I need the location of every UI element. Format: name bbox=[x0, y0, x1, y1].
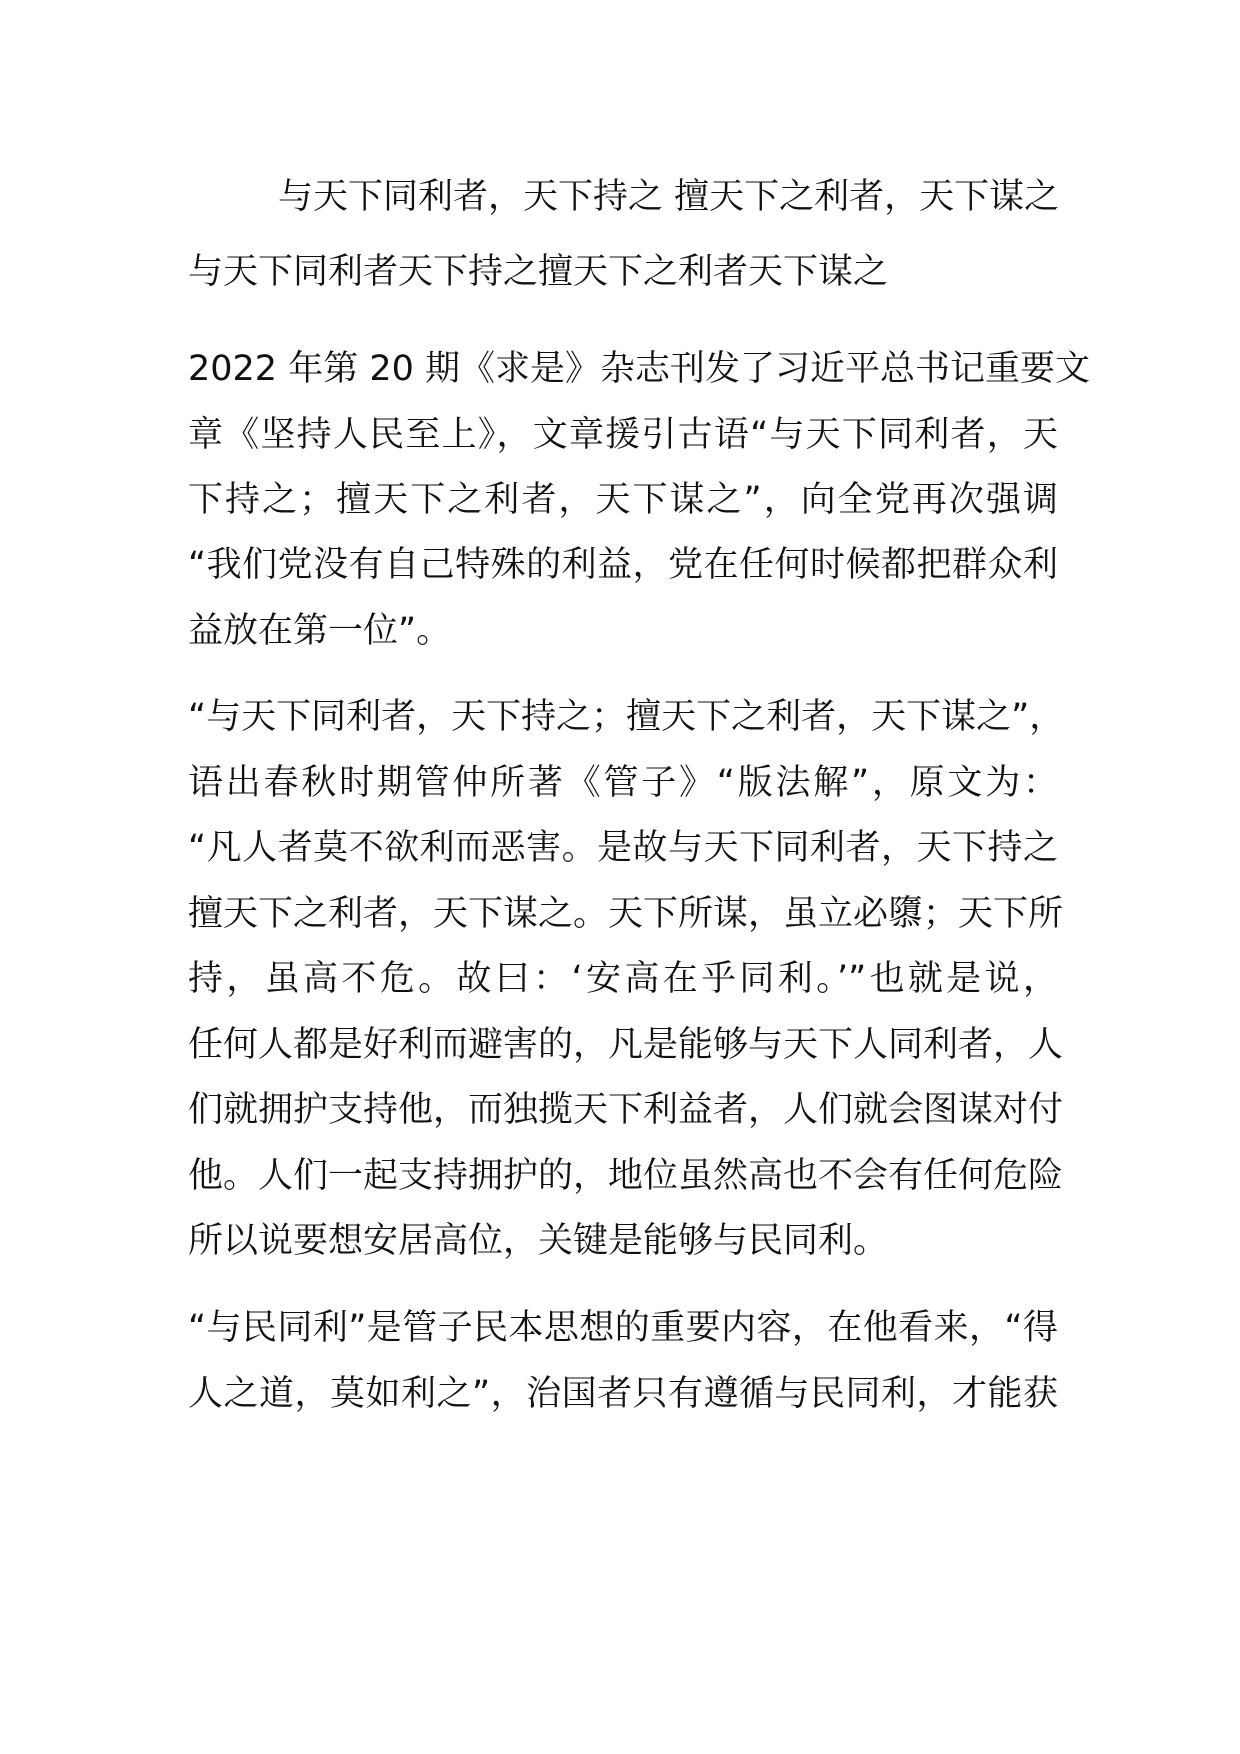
paragraph-line: 语出春秋时期管仲所著《管子》“版法解”，原文为： bbox=[188, 763, 1058, 803]
paragraph-line: 任何人都是好利而避害的，凡是能够与天下人同利者，人 bbox=[188, 1025, 1064, 1065]
paragraph-line: “与民同利”是管子民本思想的重要内容，在他看来，“得 bbox=[188, 1308, 1058, 1348]
paragraph-line: 们就拥护支持他，而独揽天下利益者，人们就会图谋对付 bbox=[188, 1090, 1064, 1130]
document-subtitle: 与天下同利者天下持之擅天下之利者天下谋之 bbox=[188, 252, 889, 292]
paragraph-line: 益放在第一位”。 bbox=[188, 611, 452, 651]
paragraph-line: 持，虽高不危。故曰：‘安高在乎同利。’”也就是说， bbox=[188, 959, 1058, 999]
paragraph-line: “凡人者莫不欲利而恶害。是故与天下同利者，天下持之 bbox=[188, 828, 1058, 868]
paragraph-line: “我们党没有自己特殊的利益，党在任何时候都把群众利 bbox=[188, 545, 1058, 585]
paragraph-line: 章《坚持人民至上》，文章援引古语“与天下同利者，天 bbox=[188, 415, 1058, 455]
paragraph-line: 下持之；擅天下之利者，天下谋之”，向全党再次强调 bbox=[188, 480, 1058, 520]
paragraph-line: 所以说要想安居高位，关键是能够与民同利。 bbox=[188, 1221, 889, 1261]
paragraph-line: 擅天下之利者，天下谋之。天下所谋，虽立必隳；天下所 bbox=[188, 894, 1064, 934]
paragraph-line: 2022 年第 20 期《求是》杂志刊发了习近平总书记重要文 bbox=[188, 349, 1090, 389]
paragraph-line: 他。人们一起支持拥护的，地位虽然高也不会有任何危险 bbox=[188, 1156, 1064, 1196]
document-title: 与天下同利者，天下持之 擅天下之利者，天下谋之 bbox=[278, 177, 1060, 217]
paragraph-line: 人之道，莫如利之”，治国者只有遵循与民同利，才能获 bbox=[188, 1374, 1058, 1414]
paragraph-line: “与天下同利者，天下持之；擅天下之利者，天下谋之”， bbox=[188, 697, 1065, 737]
